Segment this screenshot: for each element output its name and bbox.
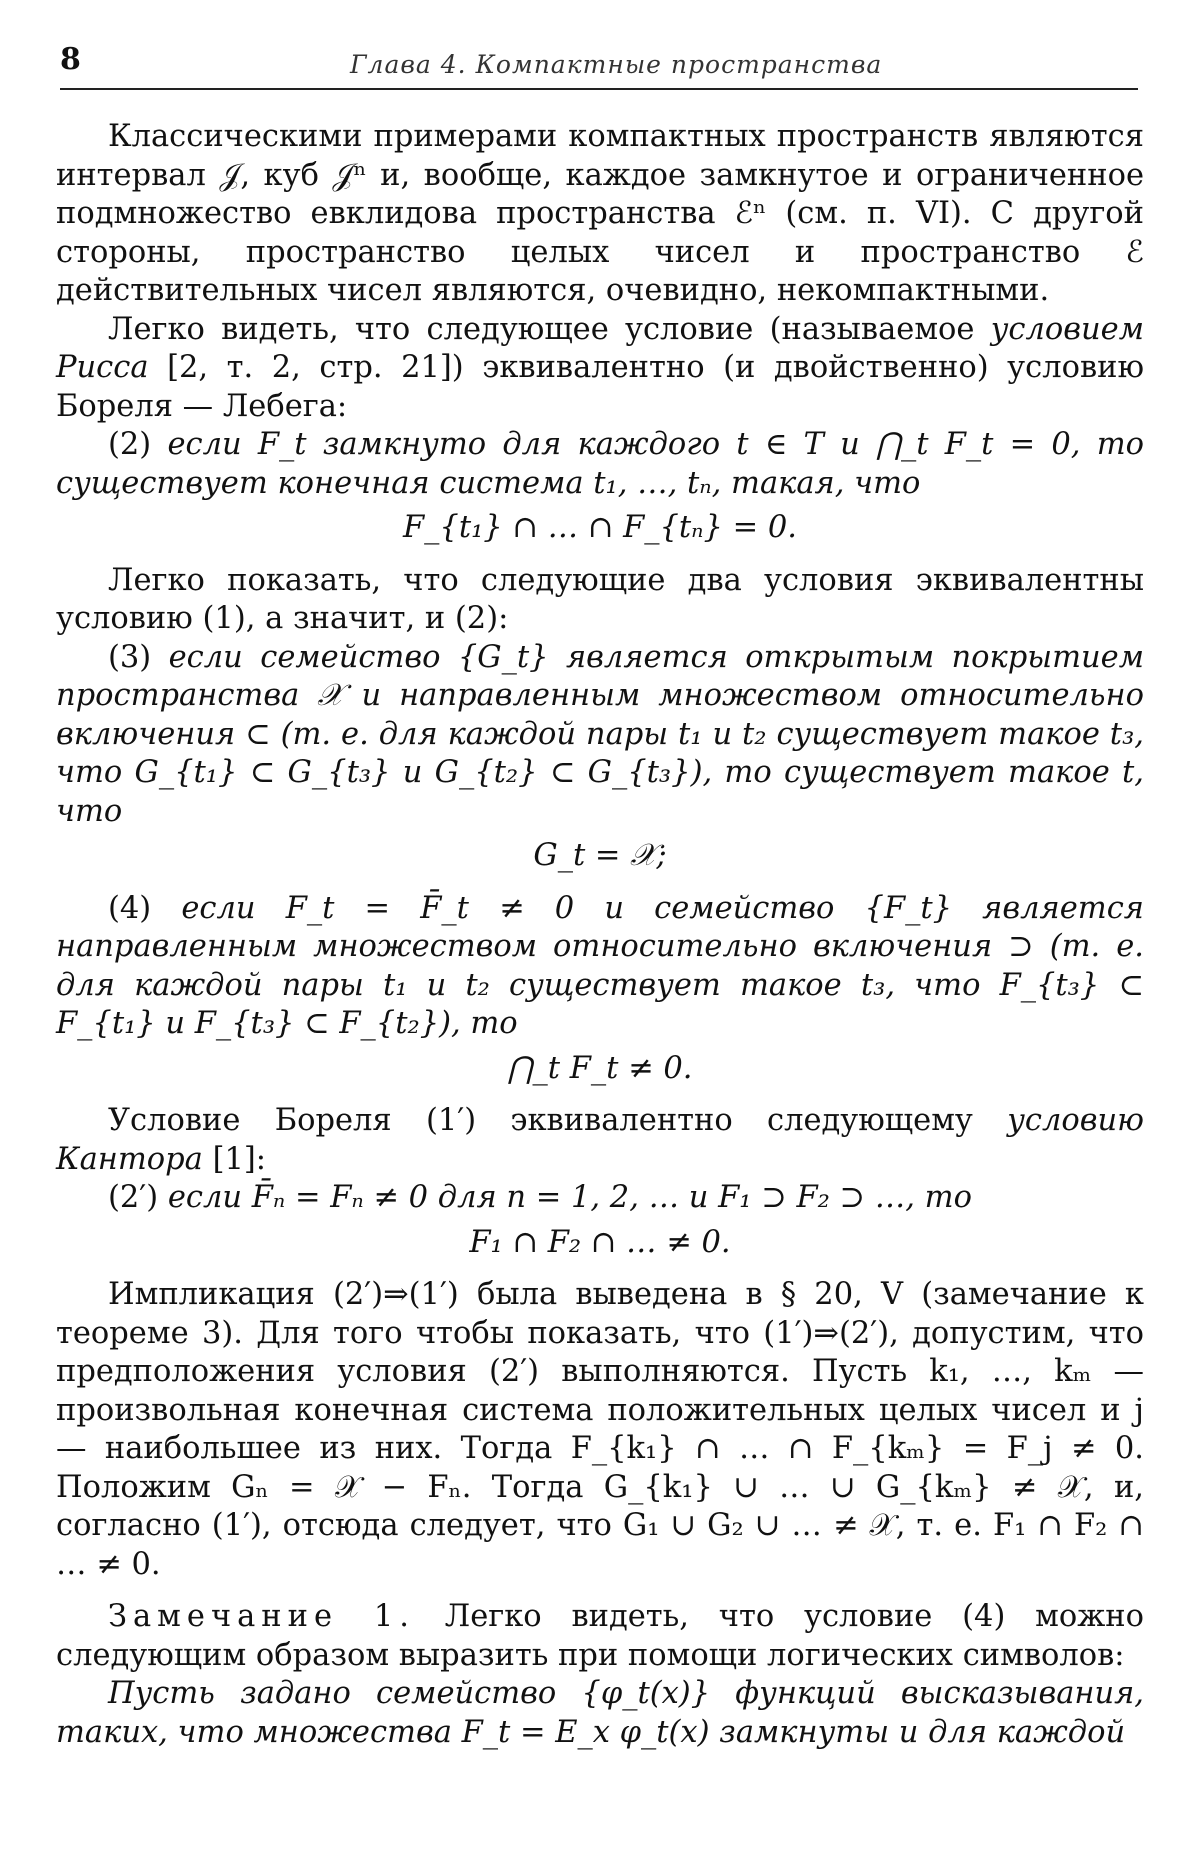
condition-3-number: (3) [108,639,152,675]
paragraph-cantor [56,1102,1144,1179]
condition-4-number: (4) [108,890,152,926]
condition-3-formula: G_t = 𝒳; [533,838,667,873]
paragraph-implication: Импликация (2′)⇒(1′) была выведена в § 20, V (замечание к теореме 3). Для того чтобы показать, что (1′)⇒(2′), допустим, что предположения условия (2′) выполняются. Пусть k₁, …, kₘ — произвольная конечная система положительных целых чисел и j — наибольшее из них. Тогда F_{k₁} ∩ … ∩ F_{kₘ} = F_j ≠ 0. Положим Gₙ = 𝒳 − Fₙ. Тогда G_{k₁} ∪ … ∪ G_{kₘ} ≠ 𝒳, и, согласно (1′), отсюда следует, что G₁ ∪ G₂ ∪ … ≠ 𝒳, т. е. F₁ ∩ F₂ ∩ … ≠ 0. [56,1277,1144,1582]
riesz-text-b: [2, т. 2, стр. 21]) эквивалентно (и двойственно) условию Бореля — Лебега: [56,350,1144,424]
running-head: Глава 4. Компактные пространства [350,50,883,79]
paragraph-examples: Классическими примерами компактных пространств являются интервал 𝒥, куб 𝒥ⁿ и, вообще, каждое замкнутое и ограниченное подмножество евклидова пространства ℰⁿ (см. п. VI). С другой стороны, пространство целых чисел и пространство ℰ действительных чисел являются, очевидно, некомпактными. [56,119,1144,308]
cantor-term: условию Кантора [56,1103,1144,1177]
paragraph-equivalent: Легко показать, что следующие два условия эквивалентны условию (1), а значит, и (2): [56,562,1144,636]
condition-3 [56,639,1144,832]
condition-2 [56,426,1144,503]
condition-2-prime-number: (2′) [108,1180,159,1215]
condition-4 [56,890,1144,1044]
condition-4-text: если F_t = F̄_t ≠ 0 и семейство {F_t} является направленным множеством относительно включения ⊃ (т. е. для каждой пары t₁ и t₂ существует такое t₃, что F_{t₃} ⊂ F_{t₁} и F_{t₃} ⊂ F_{t₂}), то [56,890,1144,1041]
remark-1-statement: Пусть задано семейство {φ_t(x)} функций высказывания, таких, что множества F_t = E_x φ_t(x) замкнуты и для каждой [56,1676,1144,1750]
condition-2-prime-formula: F₁ ∩ F₂ ∩ … ≠ 0. [469,1224,731,1260]
riesz-term: условием Рисса [56,311,1144,385]
paragraph-riesz [56,311,1144,427]
condition-2-prime [56,1179,1144,1218]
cantor-text-b: [1]: [202,1141,267,1177]
remark-1 [56,1598,1144,1675]
condition-3-text: если семейство {G_t} является открытым покрытием пространства 𝒳 и направленным множеством относительно включения ⊂ (т. е. для каждой пары t₁ и t₂ существует такое t₃, что G_{t₁} ⊂ G_{t₃} и G_{t₂} ⊂ G_{t₃}), то существует такое t, что [56,639,1144,829]
condition-2-prime-text: если F̄ₙ = Fₙ ≠ 0 для n = 1, 2, … и F₁ ⊃ F₂ ⊃ …, то [158,1180,972,1215]
page-header [60,42,1138,98]
page-body [56,118,1144,1752]
condition-4-formula: ⋂_t F_t ≠ 0. [507,1050,693,1086]
riesz-text-a: Легко видеть, что следующее условие (называемое [108,311,991,347]
cantor-text-a: Условие Бореля (1′) эквивалентно следующему [108,1103,1008,1138]
page-number: 8 [60,42,81,77]
condition-2-number: (2) [108,427,152,462]
condition-2-formula: F_{t₁} ∩ … ∩ F_{tₙ} = 0. [403,510,797,545]
remark-1-text: Легко видеть, что условие (4) можно следующим образом выразить при помощи логических символов: [56,1599,1144,1673]
condition-2-text: если F_t замкнуто для каждого t ∈ T и ⋂_t F_t = 0, то существует конечная система t₁, …, tₙ, такая, что [56,427,1144,501]
header-rule [60,88,1138,90]
remark-1-label: Замечание 1. [108,1599,415,1634]
